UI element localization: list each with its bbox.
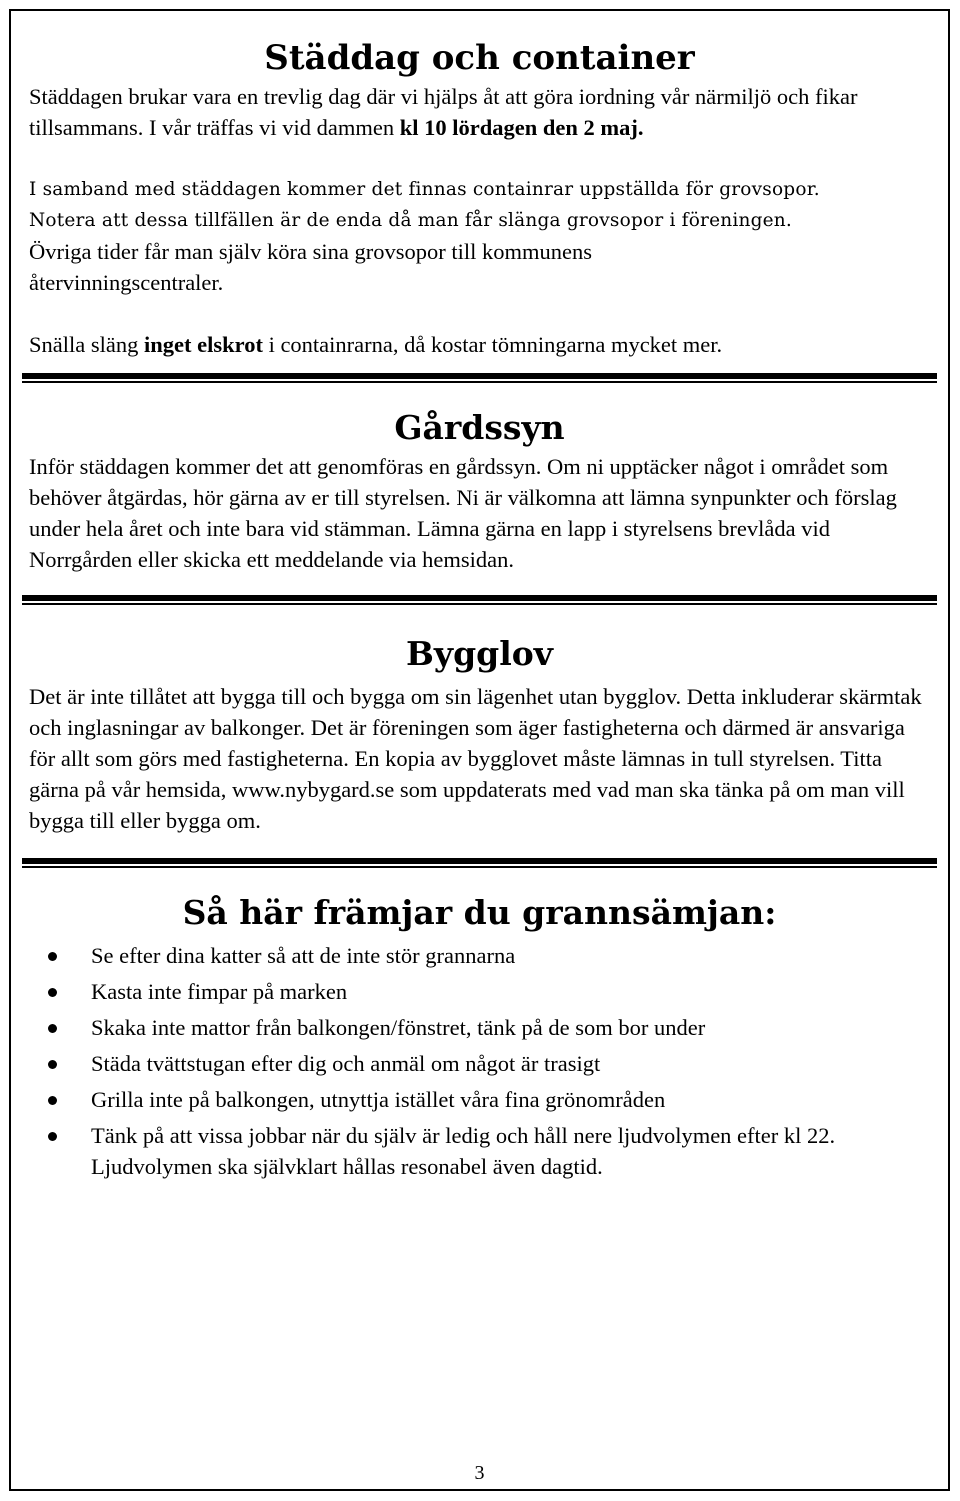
bygglov-body: Det är inte tillåtet att bygga till och bygga om sin lägenhet utan bygglov. Detta inkluderar skärmtak och inglasningar av balkonger. Det är föreningen som äger fastigheterna och därmed är ansvariga för allt som görs med fastigheterna. En kopia av bygglovet måste lämnas in tull styrelsen. Titta gärna på vår hemsida, www.nybygard.se som uppdaterats med vad man ska tänka på om man vill bygga till eller bygga om.	[29, 684, 922, 833]
staddag-p2-line-2: Notera att dessa tillfällen är de enda då man får slänga grovsopor i föreningen.	[29, 210, 792, 231]
list-item: Tänk på att vissa jobbar när du själv är ledig och håll nere ljudvolymen efter kl 22. Ljudvolymen ska självklart hållas resonabel även dagtid.	[29, 1120, 930, 1182]
list-item: Skaka inte mattor från balkongen/fönstret, tänk på de som bor under	[29, 1012, 930, 1043]
staddag-paragraph-3: Övriga tider får man själv köra sina grovsopor till kommunens återvinningscentraler.	[29, 239, 593, 295]
list-item: Se efter dina katter så att de inte stör grannarna	[29, 940, 930, 971]
page-content	[29, 35, 930, 1182]
bullet-icon	[48, 1096, 57, 1105]
staddag-p4-post: i containrarna, då kostar tömningarna mycket mer.	[262, 332, 723, 357]
bullet-icon	[48, 1132, 57, 1141]
tips-list	[29, 940, 930, 1182]
section-divider	[22, 858, 937, 872]
staddag-p1-text: Städdagen brukar vara en trevlig dag där vi hjälps åt att göra iordning vår närmiljö och fikar tillsammans. I vår träffas vi vid dammen	[29, 84, 858, 140]
section-bygglov	[29, 631, 930, 836]
page-frame	[9, 9, 950, 1491]
section-grannsamja	[29, 890, 930, 1182]
staddag-p2-line-1: I samband med städdagen kommer det finnas containrar uppställda för grovsopor.	[29, 179, 820, 200]
section-title-grannsamja: Så här främjar du grannsämjan:	[182, 893, 777, 932]
bullet-icon	[48, 1060, 57, 1069]
section-divider	[22, 595, 937, 609]
staddag-p4-bold: inget elskrot	[143, 332, 263, 357]
page-number: 3	[474, 1462, 485, 1484]
bullet-icon	[48, 988, 57, 997]
list-item: Grilla inte på balkongen, utnyttja istället våra fina grönområden	[29, 1084, 930, 1115]
gardssyn-body: Inför städdagen kommer det att genomföras en gårdssyn. Om ni upptäcker något i området som behöver åtgärdas, hör gärna av er till styrelsen. Ni är välkomna att lämna synpunkter och förslag under hela året och inte bara vid stämman. Lämna gärna en lapp i styrelsens brevlåda vid Norrgården eller skicka ett meddelande via hemsidan.	[29, 454, 897, 572]
section-title-gardssyn: Gårdssyn	[394, 408, 565, 447]
staddag-paragraph-2	[29, 174, 930, 236]
section-title-bygglov: Bygglov	[406, 634, 553, 673]
section-divider	[22, 373, 937, 387]
bullet-icon	[48, 952, 57, 961]
staddag-paragraph-1	[29, 81, 930, 143]
staddag-p1-date: kl 10 lördagen den 2 maj.	[399, 115, 644, 140]
bullet-icon	[48, 1024, 57, 1033]
section-title-staddag: Städdag och container	[264, 38, 695, 78]
list-item: Städa tvättstugan efter dig och anmäl om något är trasigt	[29, 1048, 930, 1079]
list-item: Kasta inte fimpar på marken	[29, 976, 930, 1007]
staddag-paragraph-4	[29, 329, 930, 360]
staddag-p4-pre: Snälla släng	[29, 332, 144, 357]
section-gardssyn	[29, 405, 930, 575]
section-staddag	[29, 35, 930, 360]
